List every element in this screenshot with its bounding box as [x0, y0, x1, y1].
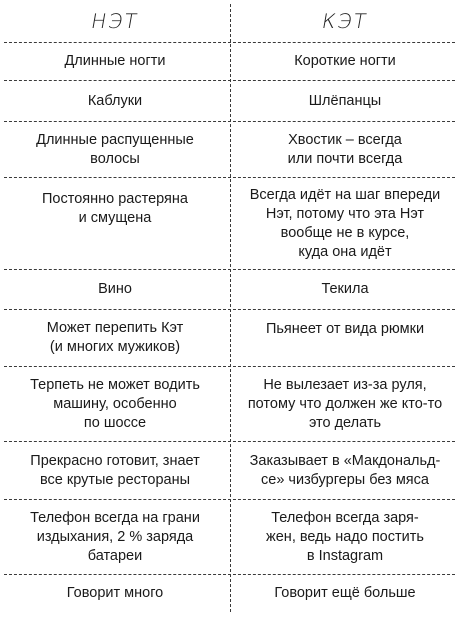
table-cell-right: Пьянеет от вида рюмки [265, 321, 425, 337]
table-cell-left: Каблуки [87, 92, 143, 109]
header-left: НЭТ [89, 9, 141, 33]
table-cell-right: Короткие ногти [294, 53, 396, 69]
table-cell-left: Постоянно растеряна и смущена [42, 191, 188, 226]
table-cell-left: Терпеть не может водить машину, особенно по шоссе [30, 376, 200, 431]
table-cell-right: Хвостик – всегда или почти всегда [287, 131, 403, 167]
table-row [0, 43, 459, 80]
table-row [0, 575, 459, 611]
header-right: КЭТ [320, 9, 370, 33]
table-cell-right: Шлёпанцы [308, 92, 382, 109]
table-cell-left: Телефон всегда на грани издыхания, 2 % заряда батареи [30, 509, 200, 564]
table-cell-left: Может перепить Кэт (и многих мужиков) [46, 320, 184, 355]
table-cell-right: Телефон всегда заря- жен, ведь надо постить в Instagram [266, 509, 424, 564]
table-row [0, 178, 459, 269]
table-cell-left: Длинные распущенные волосы [36, 131, 194, 167]
table-row [0, 310, 459, 366]
table-cell-left: Прекрасно готовит, знает все крутые рестораны [30, 452, 200, 488]
table-cell-left: Говорит много [66, 584, 164, 601]
table-row [0, 81, 459, 121]
table-row [0, 442, 459, 499]
table-cell-right: Заказывает в «Макдональд- се» чизбургеры без мяса [249, 452, 441, 488]
table-cell-right: Говорит ещё больше [274, 584, 416, 601]
table-cell-left: Длинные ногти [64, 53, 166, 69]
table-cell-right: Всегда идёт на шаг впереди Нэт, потому что эта Нэт вообще не в курсе, куда она идёт [249, 186, 441, 260]
table-row [0, 122, 459, 177]
table-cell-right: Не вылезает из-за руля, потому что должен же кто-то это делать [247, 376, 443, 431]
table-row [0, 270, 459, 309]
table-row [0, 500, 459, 574]
table-cell-left: Вино [98, 281, 132, 297]
table-cell-right: Текила [321, 281, 369, 297]
table-row [0, 367, 459, 441]
